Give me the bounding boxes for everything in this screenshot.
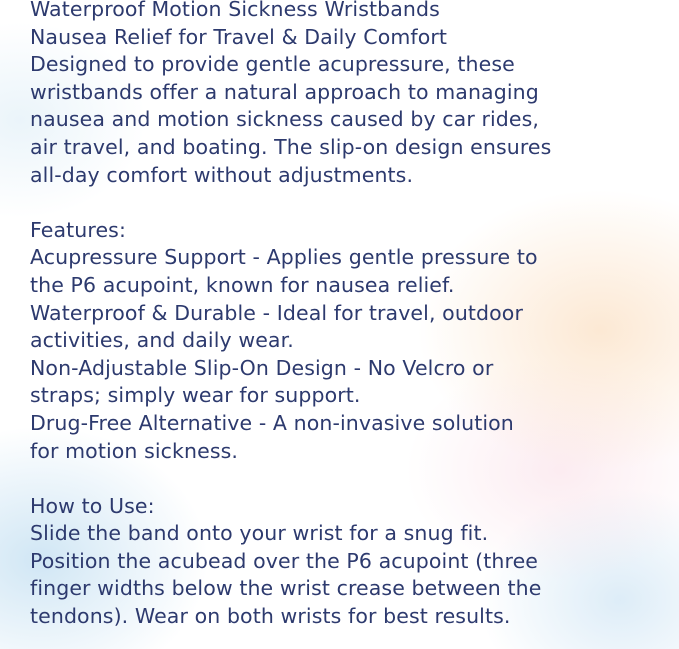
intro-line-1: Designed to provide gentle acupressure, these (30, 52, 515, 77)
spacer (30, 465, 670, 493)
spacer (30, 189, 670, 217)
intro-line-2: wristbands offer a natural approach to managing (30, 79, 539, 104)
features-line-4: activities, and daily wear. (30, 328, 294, 353)
intro-line-3: nausea and motion sickness caused by car rides, (30, 107, 540, 132)
features-line-6: straps; simply wear for support. (30, 383, 361, 408)
features-line-1: Acupressure Support - Applies gentle pressure to (30, 245, 538, 270)
how-to-use-heading: How to Use: (30, 493, 155, 518)
features-line-2: the P6 acupoint, known for nausea relief. (30, 272, 455, 297)
how-to-use-line-4: tendons). Wear on both wrists for best results. (30, 604, 511, 629)
features-line-5: Non-Adjustable Slip-On Design - No Velcro or (30, 355, 494, 380)
features-heading: Features: (30, 217, 126, 242)
features-line-3: Waterproof & Durable - Ideal for travel, outdoor (30, 300, 523, 325)
product-description (30, 0, 670, 631)
how-to-use-line-3: finger widths below the wrist crease between the (30, 576, 542, 601)
how-to-use-line-2: Position the acubead over the P6 acupoint (three (30, 548, 539, 573)
features-line-8: for motion sickness. (30, 438, 239, 463)
title-line-2: Nausea Relief for Travel & Daily Comfort (30, 24, 448, 49)
intro-line-4: air travel, and boating. The slip-on design ensures (30, 134, 552, 159)
features-line-7: Drug-Free Alternative - A non-invasive solution (30, 410, 514, 435)
title-line-1: Waterproof Motion Sickness Wristbands (30, 0, 440, 21)
intro-line-5: all-day comfort without adjustments. (30, 162, 414, 187)
how-to-use-line-1: Slide the band onto your wrist for a snug fit. (30, 521, 489, 546)
